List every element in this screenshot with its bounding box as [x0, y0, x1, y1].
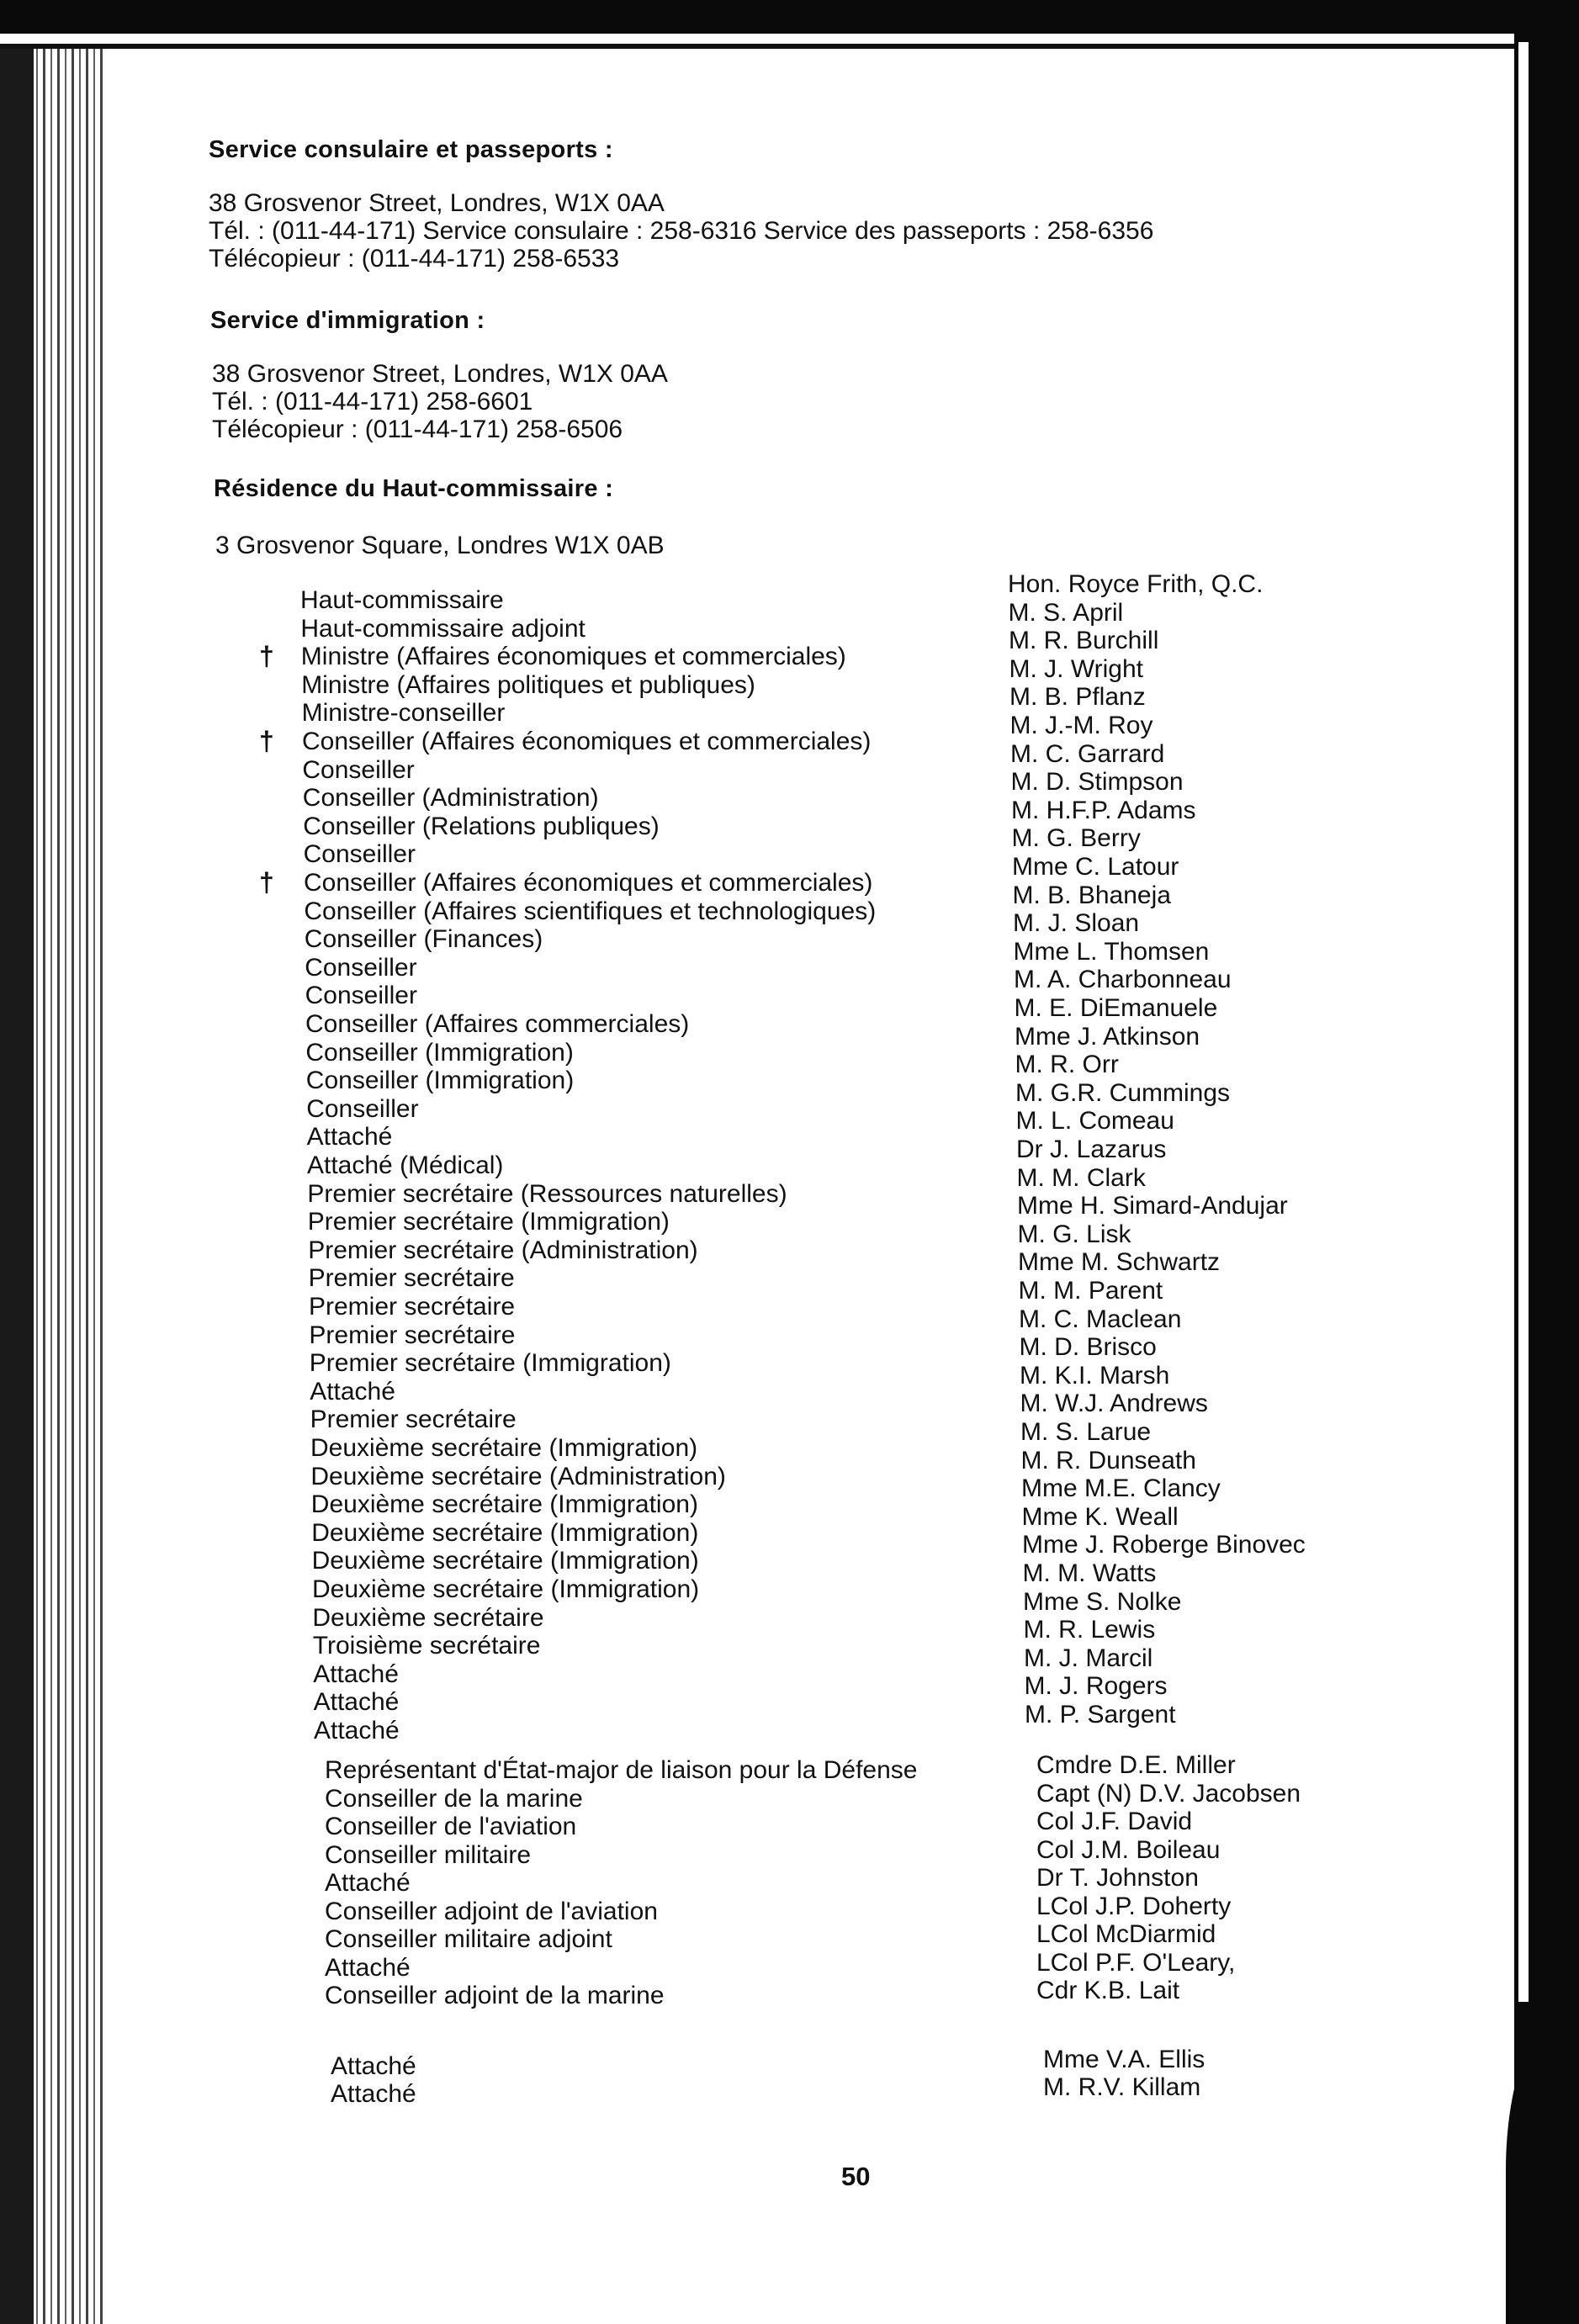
staff-name: M. B. Pflanz: [1009, 683, 1146, 712]
staff-role: Conseiller adjoint de la marine: [325, 1982, 665, 2009]
staff-name: Mme K. Weall: [1021, 1502, 1179, 1531]
staff-name: M. A. Charbonneau: [1014, 966, 1232, 994]
consular-fax: Télécopieur : (011-44-171) 258-6533: [209, 245, 620, 273]
staff-name: Dr T. Johnston: [1036, 1864, 1199, 1892]
staff-role: Conseiller: [306, 1094, 419, 1123]
staff-name: Mme V.A. Ellis: [1043, 2046, 1205, 2073]
staff-role: Conseiller: [303, 840, 416, 869]
staff-role: Premier secrétaire: [309, 1321, 516, 1349]
staff-name: M. B. Bhaneja: [1012, 881, 1171, 909]
staff-name: Mme H. Simard-Andujar: [1017, 1192, 1288, 1220]
staff-role: Premier secrétaire (Ressources naturelles): [307, 1179, 787, 1208]
consular-tel: Tél. : (011-44-171) Service consulaire : 258-6316 Service des passeports : 258-6356: [209, 217, 1154, 245]
staff-role: Conseiller (Immigration): [305, 1038, 574, 1067]
staff-role: Deuxième secrétaire (Immigration): [310, 1490, 698, 1519]
staff-name: M. J. Sloan: [1013, 909, 1140, 938]
staff-role: Conseiller de l'aviation: [325, 1813, 577, 1840]
staff-name: M. G.R. Cummings: [1015, 1078, 1231, 1107]
staff-name: M. J. Wright: [1009, 654, 1143, 683]
staff-role: Ministre (Affaires économiques et commerciales): [300, 643, 846, 671]
residence-address: 3 Grosvenor Square, Londres W1X 0AB: [215, 532, 665, 559]
staff-role: Attaché: [331, 2052, 416, 2080]
staff-role: Conseiller (Finances): [304, 925, 543, 954]
staff-name: Col J.F. David: [1036, 1808, 1193, 1835]
staff-name: M. J. Marcil: [1024, 1644, 1153, 1672]
staff-name: Mme L. Thomsen: [1013, 937, 1210, 966]
staff-name: M. D. Stimpson: [1010, 768, 1184, 797]
immigration-fax: Télécopieur : (011-44-171) 258-6506: [212, 416, 623, 443]
staff-name: Capt (N) D.V. Jacobsen: [1036, 1779, 1301, 1808]
staff-name: M. S. April: [1008, 598, 1124, 627]
staff-name: Col J.M. Boileau: [1036, 1835, 1221, 1864]
staff-name: M. C. Maclean: [1019, 1305, 1182, 1333]
staff-role: Troisième secrétaire: [312, 1632, 541, 1660]
staff-name: Dr J. Lazarus: [1016, 1136, 1167, 1163]
staff-role: Premier secrétaire: [308, 1264, 515, 1293]
dagger-mark: †: [259, 867, 274, 897]
staff-name: M. D. Brisco: [1019, 1333, 1157, 1362]
staff-role: Haut-commissaire: [300, 586, 504, 614]
staff-role: Deuxième secrétaire (Immigration): [310, 1434, 698, 1462]
staff-name: LCol P.F. O'Leary,: [1036, 1948, 1236, 1977]
dagger-mark: †: [259, 726, 274, 756]
staff-role: Conseiller de la marine: [325, 1784, 583, 1813]
staff-role: Deuxième secrétaire (Immigration): [311, 1518, 699, 1547]
staff-role: Attaché: [313, 1660, 399, 1688]
staff-name: Mme J. Roberge Binovec: [1022, 1531, 1306, 1559]
staff-role: Premier secrétaire (Administration): [308, 1236, 698, 1264]
staff-name: M. E. DiEmanuele: [1014, 994, 1218, 1022]
scan-right-inner-edge: [1518, 42, 1529, 2002]
staff-name: Mme J. Atkinson: [1015, 1022, 1200, 1051]
staff-name: M. H.F.P. Adams: [1011, 796, 1196, 824]
staff-role: Attaché: [325, 1869, 411, 1897]
immigration-tel: Tél. : (011-44-171) 258-6601: [212, 388, 533, 416]
staff-name: M. R. Lewis: [1023, 1616, 1156, 1644]
staff-name: LCol J.P. Doherty: [1036, 1892, 1232, 1920]
staff-name: M. R.V. Killam: [1043, 2073, 1201, 2101]
staff-role: Haut-commissaire adjoint: [300, 614, 586, 643]
staff-name: M. R. Orr: [1015, 1051, 1119, 1079]
staff-role: Conseiller (Immigration): [305, 1067, 575, 1095]
staff-role: Attaché: [314, 1717, 400, 1744]
consular-heading: Service consulaire et passeports :: [209, 136, 613, 163]
staff-role: Conseiller (Affaires économiques et commerciales): [304, 869, 873, 897]
staff-role: Conseiller militaire adjoint: [325, 1925, 612, 1953]
staff-name: M. M. Watts: [1022, 1559, 1157, 1587]
staff-name: Cdr K.B. Lait: [1036, 1977, 1180, 2004]
staff-name: LCol McDiarmid: [1036, 1920, 1216, 1948]
staff-role: Conseiller (Administration): [302, 784, 599, 813]
staff-role: Conseiller (Affaires économiques et commerciales): [302, 728, 872, 755]
staff-name: Cmdre D.E. Miller: [1036, 1751, 1236, 1779]
staff-role: Deuxième secrétaire (Immigration): [311, 1547, 699, 1575]
staff-role: Deuxième secrétaire: [312, 1603, 544, 1632]
staff-role: Deuxième secrétaire (Immigration): [312, 1575, 700, 1603]
staff-name: M. G. Lisk: [1017, 1220, 1131, 1248]
page-number: 50: [841, 2162, 871, 2191]
consular-address: 38 Grosvenor Street, Londres, W1X 0AA: [209, 189, 665, 217]
staff-name: M. G. Berry: [1011, 824, 1141, 853]
staff-role: Conseiller adjoint de l'aviation: [325, 1897, 658, 1925]
staff-name: M. K.I. Marsh: [1020, 1361, 1170, 1390]
staff-name: M. M. Clark: [1016, 1163, 1146, 1192]
staff-name: Hon. Royce Frith, Q.C.: [1008, 570, 1264, 598]
immigration-heading: Service d'immigration :: [210, 307, 485, 334]
staff-role: Premier secrétaire: [310, 1406, 517, 1434]
residence-heading: Résidence du Haut-commissaire :: [214, 475, 614, 502]
staff-name: M. W.J. Andrews: [1020, 1390, 1208, 1418]
staff-name: M. J.-M. Roy: [1009, 712, 1153, 739]
staff-role: Attaché: [310, 1377, 395, 1406]
staff-name: M. M. Parent: [1018, 1277, 1163, 1305]
staff-role: Conseiller militaire: [325, 1840, 532, 1869]
staff-role: Conseiller: [305, 982, 417, 1010]
staff-role: Attaché: [313, 1688, 400, 1717]
staff-role: Premier secrétaire: [309, 1293, 516, 1321]
staff-name: M. R. Burchill: [1009, 627, 1159, 655]
dagger-mark: †: [259, 641, 274, 672]
staff-role: Conseiller (Relations publiques): [303, 812, 660, 840]
staff-name: Mme M. Schwartz: [1018, 1248, 1221, 1277]
staff-name: Mme C. Latour: [1012, 853, 1179, 881]
staff-role: Attaché: [306, 1123, 393, 1151]
staff-role: Conseiller: [302, 755, 415, 784]
staff-role: Conseiller: [305, 953, 417, 982]
staff-role: Conseiller (Affaires scientifiques et technologiques): [304, 897, 877, 925]
staff-role: Attaché: [331, 2080, 416, 2108]
staff-name: M. L. Comeau: [1015, 1107, 1174, 1136]
immigration-address: 38 Grosvenor Street, Londres, W1X 0AA: [212, 360, 668, 388]
staff-name: Mme M.E. Clancy: [1021, 1474, 1221, 1503]
staff-role: Deuxième secrétaire (Administration): [310, 1462, 726, 1490]
staff-role: Premier secrétaire (Immigration): [309, 1349, 671, 1378]
staff-role: Représentant d'État-major de liaison pour la Défense: [325, 1756, 918, 1784]
staff-role: Ministre (Affaires politiques et publiques): [301, 670, 755, 699]
staff-name: Mme S. Nolke: [1023, 1587, 1182, 1616]
staff-name: M. P. Sargent: [1025, 1701, 1176, 1728]
staff-name: M. J. Rogers: [1024, 1672, 1168, 1701]
staff-name: M. R. Dunseath: [1020, 1446, 1196, 1474]
staff-role: Attaché (Médical): [307, 1151, 504, 1179]
staff-role: Attaché: [325, 1953, 411, 1982]
staff-name: M. S. Larue: [1020, 1418, 1152, 1446]
staff-role: Ministre-conseiller: [301, 699, 506, 728]
staff-role: Premier secrétaire (Immigration): [307, 1208, 670, 1236]
staff-name: M. C. Garrard: [1010, 739, 1165, 768]
staff-role: Conseiller (Affaires commerciales): [305, 1010, 690, 1038]
